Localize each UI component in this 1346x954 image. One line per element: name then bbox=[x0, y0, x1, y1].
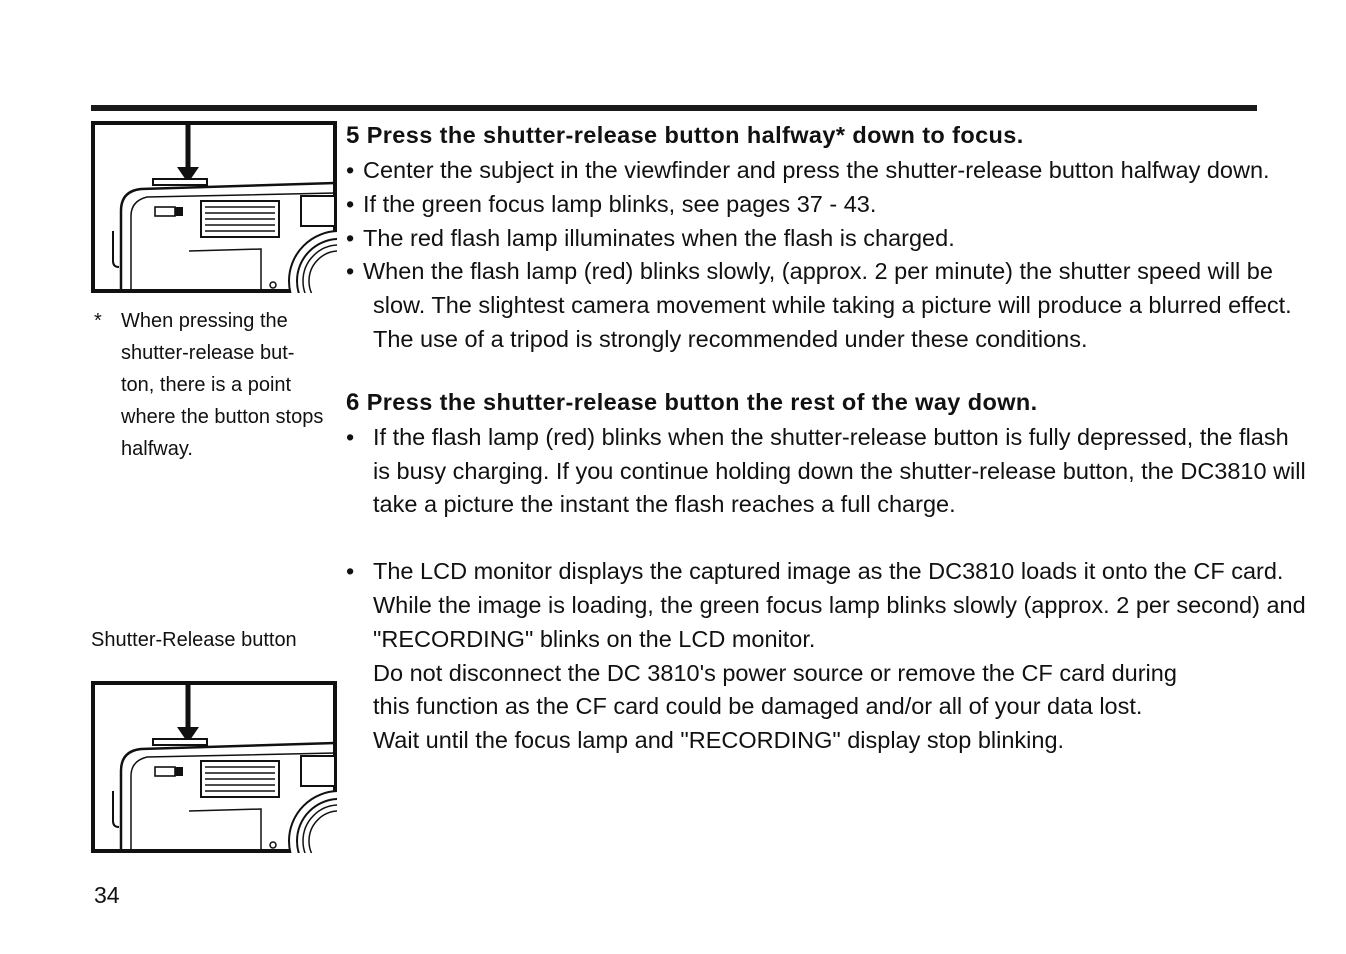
step-5-heading bbox=[346, 117, 1306, 154]
warning-text bbox=[346, 657, 1306, 758]
footnote bbox=[91, 305, 331, 465]
bullet-icon: • bbox=[346, 558, 355, 585]
step-heading-text: Press the shutter-release button the rest of the way down. bbox=[366, 388, 1038, 415]
step-heading-text: Press the shutter-release button halfway* down to focus. bbox=[366, 122, 1024, 148]
header-rule bbox=[91, 105, 1257, 111]
bullet-text: The LCD monitor displays the captured image as the DC3810 loads it onto the CF card. While the image is loading, the green focus lamp blinks slowly (approx. 2 per second) and "RECORDING" blinks on the LCD monitor. bbox=[373, 558, 1306, 652]
bullet-icon: • bbox=[346, 190, 355, 217]
bullet-icon: • bbox=[346, 224, 355, 251]
warning-line: Wait until the focus lamp and "RECORDING" display stop blinking. bbox=[373, 727, 1065, 754]
bullet-text: When the flash lamp (red) blinks slowly, (approx. 2 per minute) the shutter speed will be slow. The slightest camera movement while taking a picture will produce a blurred effect. The use of a tripod is strongly recommended under these conditions. bbox=[363, 258, 1292, 352]
bullet-text: If the flash lamp (red) blinks when the shutter-release button is fully depressed, the flash is busy charging. If you continue holding down the shutter-release button, the DC3810 will take a picture the instant the flash reaches a full charge. bbox=[373, 423, 1306, 518]
bullet-item bbox=[346, 222, 1306, 256]
step-6-heading bbox=[346, 384, 1306, 421]
bullet-text: If the green focus lamp blinks, see pages 37 - 43. bbox=[363, 190, 877, 217]
step-number: 6 bbox=[346, 388, 360, 416]
bullet-item bbox=[346, 421, 1306, 522]
bullet-item bbox=[346, 255, 1306, 356]
bullet-item bbox=[346, 555, 1306, 656]
bullet-icon: • bbox=[346, 423, 355, 450]
bullet-text: Center the subject in the viewfinder and press the shutter-release button halfway down. bbox=[363, 157, 1270, 183]
footnote-star: * bbox=[94, 310, 102, 332]
bullet-text: The red flash lamp illuminates when the flash is charged. bbox=[363, 224, 955, 251]
footnote-text: When pressing the shutter-release but- ton, there is a point where the button stops halfway. bbox=[121, 310, 324, 460]
warning-line: this function as the CF card could be damaged and/or all of your data lost. bbox=[373, 693, 1143, 720]
bullet-item bbox=[346, 154, 1306, 188]
warning-line: Do not disconnect the DC 3810's power source or remove the CF card during bbox=[373, 659, 1177, 686]
bullet-icon: • bbox=[346, 258, 355, 285]
step-number: 5 bbox=[346, 122, 360, 149]
bullet-icon: • bbox=[346, 157, 355, 183]
figure-caption: Shutter-Release button bbox=[91, 629, 297, 651]
camera-shutter-illustration-bottom bbox=[91, 681, 337, 853]
page-number: 34 bbox=[94, 882, 120, 908]
bullet-item bbox=[346, 188, 1306, 222]
camera-shutter-illustration-top bbox=[91, 121, 337, 293]
main-content bbox=[346, 117, 1306, 758]
